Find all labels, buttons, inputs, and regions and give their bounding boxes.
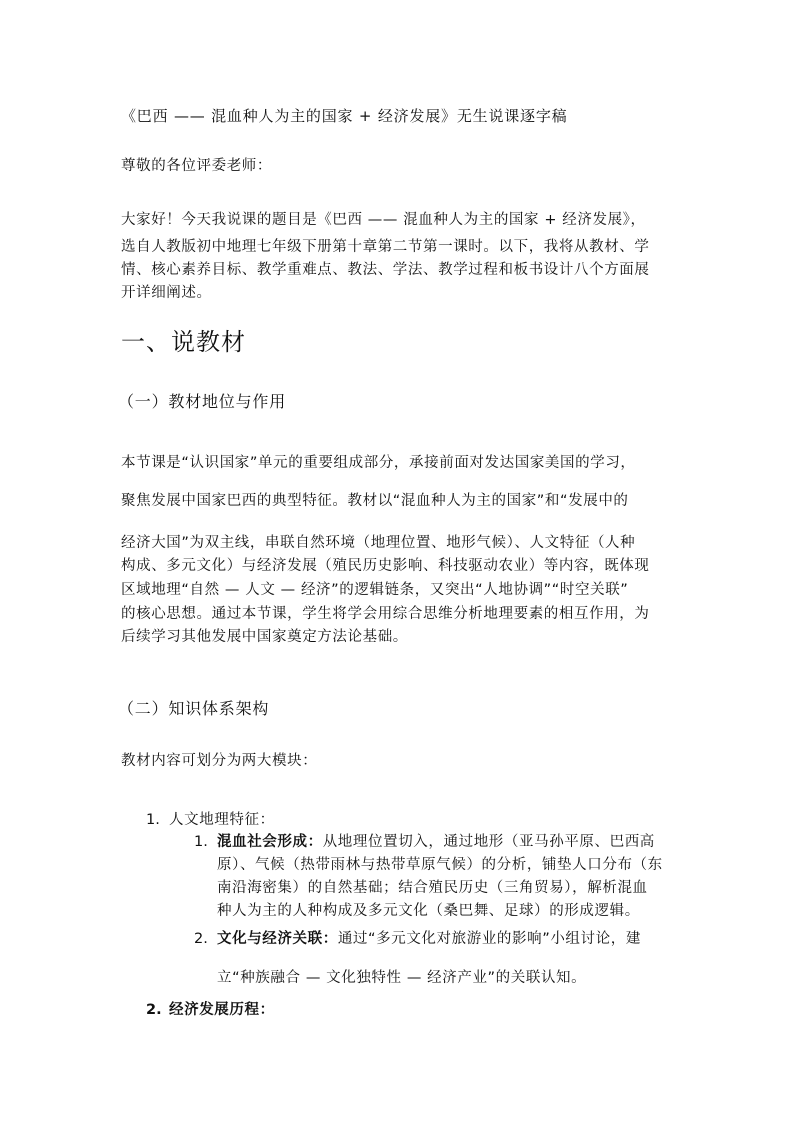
- paragraph-line: 聚焦发展中国家巴西的典型特征。教材以“混血种人为主的国家”和“发展中的: [121, 493, 629, 509]
- subheading-role: （一）教材地位与作用: [118, 392, 287, 411]
- paragraph-line: 构成、多元文化）与经济发展（殖民历史影响、科技驱动农业）等内容，既体现: [121, 558, 650, 574]
- nested-list-line: 立“种族融合 — 文化独特性 — 经济产业”的关联认知。: [217, 970, 587, 986]
- paragraph-line: 本节课是“认识国家”单元的重要组成部分，承接前面对发达国家美国的学习，: [121, 455, 636, 471]
- paragraph-line: 的核心思想。通过本节课，学生将学会用综合思维分析地理要素的相互作用，为: [121, 606, 650, 622]
- nested-list-line: 种人为主的人种构成及多元文化（桑巴舞、足球）的形成逻辑。: [217, 903, 640, 919]
- nested-list-line: [217, 831, 655, 853]
- list-number: 1.: [146, 812, 160, 828]
- intro-line-2: 选自人教版初中地理七年级下册第十章第二节第一课时。以下，我将从教材、学: [121, 239, 650, 255]
- list-item-label: 经济发展历程：: [169, 1002, 275, 1018]
- nested-list-number: 1.: [194, 834, 208, 850]
- paragraph-line: 经济大国”为双主线，串联自然环境（地理位置、地形气候）、人文特征（人种: [121, 535, 636, 551]
- term-text: 通过“多元文化对旅游业的影响”小组讨论，建: [337, 931, 641, 947]
- term-text: 从地理位置切入，通过地形（亚马孙平原、巴西高: [322, 834, 655, 850]
- nested-list-line: [217, 928, 641, 950]
- term-label: 混血社会形成：: [217, 834, 323, 850]
- structure-intro: 教材内容可划分为两大模块：: [121, 753, 318, 769]
- section-heading-textbook: 一、说教材: [121, 328, 246, 356]
- intro-line-1: 大家好！今天我说课的题目是《巴西 —— 混血种人为主的国家 + 经济发展》，: [121, 212, 646, 228]
- list-number: 2.: [146, 1002, 162, 1018]
- nested-list-line: 南沿海密集）的自然基础；结合殖民历史（三角贸易），解析混血: [217, 880, 648, 896]
- greeting: 尊敬的各位评委老师：: [121, 158, 272, 174]
- list-item-label: 人文地理特征：: [169, 812, 275, 828]
- document-title: 《巴西 —— 混血种人为主的国家 + 经济发展》无生说课逐字稿: [121, 107, 568, 125]
- paragraph-line: 区域地理“自然 — 人文 — 经济”的逻辑链条，又突出“人地协调”“时空关联”: [121, 582, 629, 598]
- nested-list-number: 2.: [194, 931, 208, 947]
- term-label: 文化与经济关联：: [217, 931, 338, 947]
- nested-list-line: 原）、气候（热带雨林与热带草原气候）的分析，铺垫人口分布（东: [217, 857, 663, 873]
- intro-line-3: 情、核心素养目标、教学重难点、教法、学法、教学过程和板书设计八个方面展: [121, 262, 650, 278]
- paragraph-line: 后续学习其他发展中国家奠定方法论基础。: [121, 629, 408, 645]
- intro-line-4: 开详细阐述。: [121, 285, 212, 301]
- subheading-structure: （二）知识体系架构: [118, 699, 270, 718]
